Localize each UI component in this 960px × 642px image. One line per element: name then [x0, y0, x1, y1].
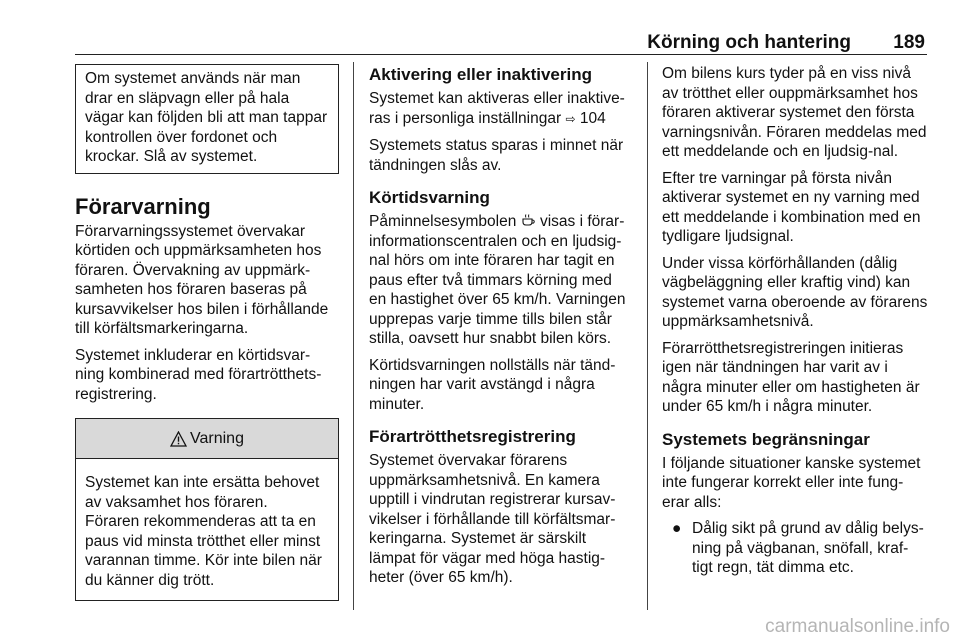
paragraph: Förarvarningssystemet övervakar körtiden och uppmärksamheten hos föraren. Övervakning av uppmärk-samheten hos föraren baseras på kursavvikelser hos bilen i förhållande till körfältsmarkeringarna.	[75, 222, 329, 337]
header-rule	[75, 54, 927, 55]
list-item	[662, 519, 928, 578]
continued-warning-text: Om systemet används när man drar en släpvagn eller på hala vägar kan följden bli att man tappar kontrollen över fordonet och krockar. Slå av systemet.	[85, 70, 328, 165]
column-divider	[353, 62, 354, 610]
paragraph: Systemet övervakar förarens uppmärksamhetsnivå. En kamera upptill i vindrutan registrerar kursav-vikelser i förhållande till körfältsmar-keringarna. Systemet är särskilt lämpat för vägar med höga hastig-heter (över 65 km/h).	[369, 452, 616, 586]
paragraph: Efter tre varningar på första nivån aktiverar systemet en ny varning med ett meddelande i kombination med en tydligare ljudsignal.	[662, 169, 921, 245]
paragraph: Systemets status sparas i minnet när tändningen slås av.	[369, 137, 624, 174]
warning-body	[76, 459, 338, 600]
warning-box	[75, 418, 339, 601]
page-reference-arrow-icon: ⇨	[565, 111, 576, 126]
page-header	[75, 32, 925, 54]
paragraph	[369, 212, 633, 349]
coffee-cup-icon	[521, 213, 536, 227]
column-2	[369, 64, 633, 595]
warning-text: Föraren rekommenderas att ta en paus vid minsta trötthet eller minst varannan timme. Kör inte bilen när du känner dig trött.	[85, 513, 322, 589]
paragraph: Om bilens kurs tyder på en viss nivå av trötthet eller ouppmärksamhet hos föraren aktiverar systemet den första varningsnivån. Föraren meddelas med ett meddelande och en ljudsig-nal.	[662, 65, 927, 160]
heading-drive-time-alert: Körtidsvarning	[369, 188, 490, 207]
warning-header	[76, 419, 338, 459]
list-item-text: Dålig sikt på grund av dålig belys-ning på vägbanan, snöfall, kraf-tigt regn, tät dimma etc.	[692, 520, 924, 576]
heading-activation: Aktivering eller inaktivering	[369, 65, 592, 84]
warning-triangle-icon	[170, 431, 187, 447]
paragraph: Förarrötthetsregistreringen initieras igen när tändningen har varit av i några minuter eller om hastigheten är under 65 km/h i några minuter.	[662, 339, 920, 415]
bullet-icon: ●	[672, 520, 682, 537]
section-title: Körning och hantering	[647, 32, 851, 53]
column-1	[75, 64, 339, 601]
paragraph: Systemet inkluderar en körtidsvar-ning kombinerad med förartrötthets-registrering.	[75, 346, 322, 403]
continued-warning-box	[75, 64, 339, 174]
page-number: 189	[893, 32, 925, 53]
paragraph: I följande situationer kanske systemet inte fungerar korrekt eller inte fung-erar alls:	[662, 454, 921, 511]
page-reference[interactable]: 104	[579, 109, 606, 127]
paragraph-text: visas i förar-informationscentralen och en ljudsig-nal hörs om inte föraren har tagit en paus efter två timmars körning med en hastighet över 65 km/h. Varningen upprepas varje timme tills bilen står stilla, oavsett hur snabbt bilen körs.	[369, 213, 626, 347]
paragraph	[369, 89, 633, 129]
warning-title: Varning	[190, 429, 244, 447]
column-divider	[647, 62, 648, 610]
paragraph-text: Systemet kan aktiveras eller inaktive-ras i personliga inställningar	[369, 90, 625, 127]
heading-system-limitations: Systemets begränsningar	[662, 429, 870, 449]
heading-driver-alert: Förarvarning	[75, 193, 211, 219]
paragraph: Under vissa körförhållanden (dålig vägbeläggning eller kraftig vind) kan systemet varna oberoende av förarens uppmärksamhetsnivå.	[662, 254, 928, 330]
heading-fatigue-detection: Förartrötthetsregistrering	[369, 427, 576, 446]
paragraph: Körtidsvarningen nollställs när tänd-ningen har varit avstängd i några minuter.	[369, 356, 616, 413]
paragraph-text: Påminnelsesymbolen	[369, 213, 517, 230]
column-3	[662, 64, 928, 578]
watermark: carmanualsonline.info	[765, 616, 950, 637]
warning-text: Systemet kan inte ersätta behovet av vaksamhet hos föraren.	[85, 474, 320, 511]
